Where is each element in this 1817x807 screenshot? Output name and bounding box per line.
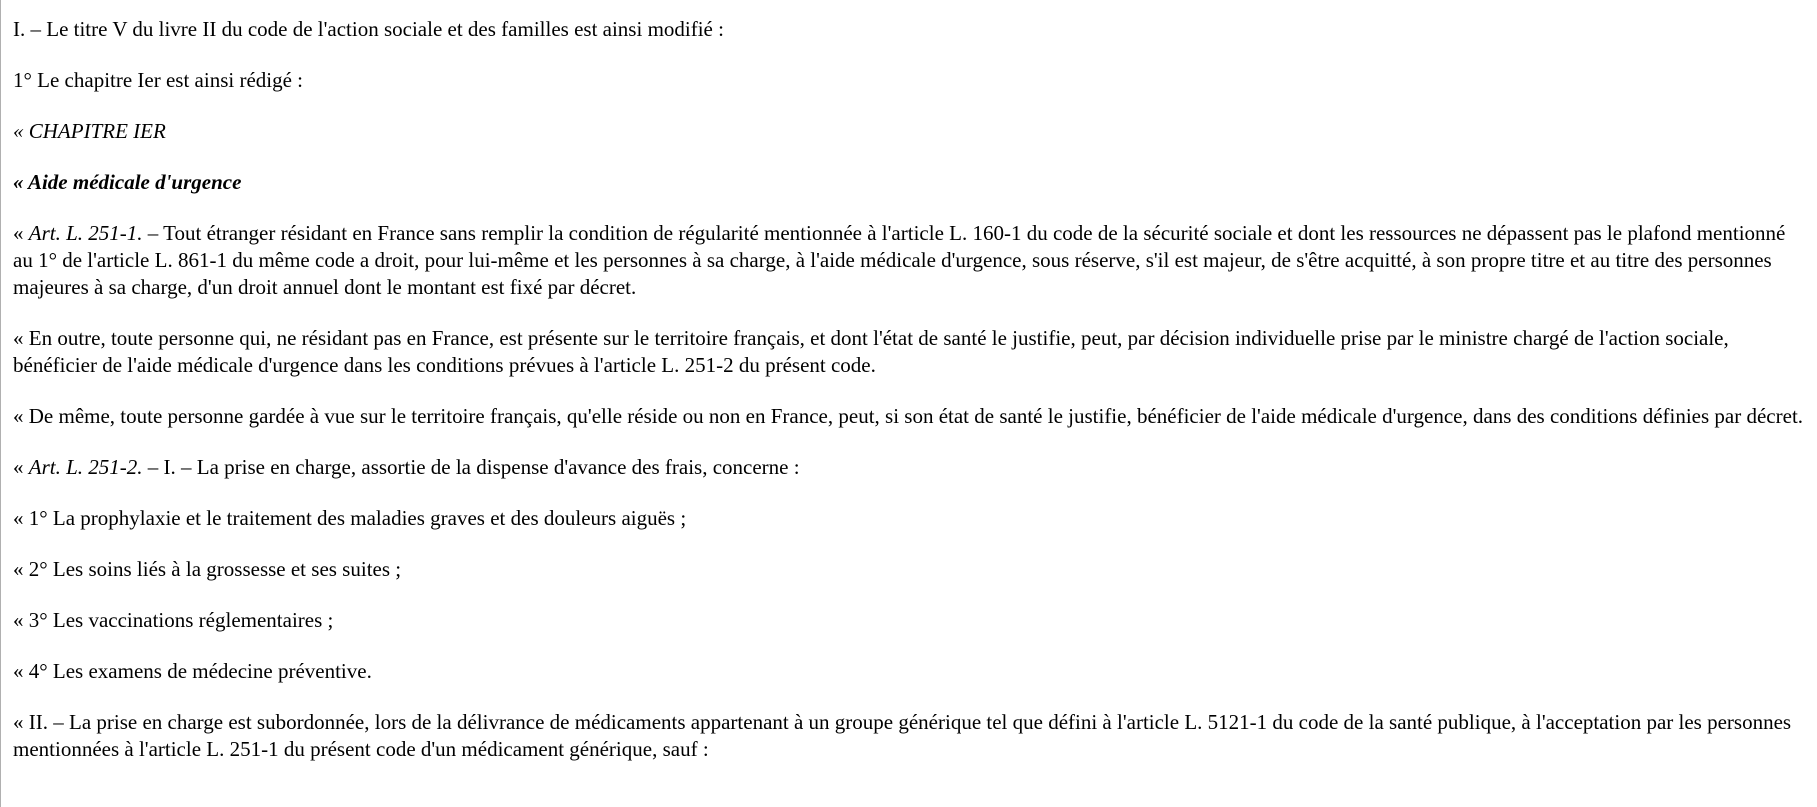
article-text: – I. – La prise en charge, assortie de la dispense d'avance des frais, concerne : xyxy=(142,455,800,479)
quote-mark: « xyxy=(13,455,29,479)
article-l251-2-paragraph xyxy=(13,454,1809,481)
list-item-4: « 4° Les examens de médecine préventive. xyxy=(13,659,372,683)
chapter-title: « Aide médicale d'urgence xyxy=(13,170,242,194)
section-ii-paragraph: « II. – La prise en charge est subordonnée, lors de la délivrance de médicaments appartenant à un groupe générique tel que défini à l'article L. 5121-1 du code de la santé publique, à l'acceptation par les personnes mentionnées à l'article L. 251-1 du présent code d'un médicament générique, sauf : xyxy=(13,710,1792,761)
item-1-paragraph: 1° Le chapitre Ier est ainsi rédigé : xyxy=(13,68,304,92)
chapter-heading: « CHAPITRE IER xyxy=(13,119,166,143)
article-l251-1-paragraph xyxy=(13,220,1809,301)
list-item-2: « 2° Les soins liés à la grossesse et ses suites ; xyxy=(13,557,402,581)
document-body xyxy=(13,16,1809,787)
article-ref: Art. L. 251-2. xyxy=(28,455,143,479)
quote-mark: « xyxy=(13,221,29,245)
intro-paragraph: I. – Le titre V du livre II du code de l'action sociale et des familles est ainsi modifié : xyxy=(13,17,724,41)
de-meme-paragraph: « De même, toute personne gardée à vue sur le territoire français, qu'elle réside ou non en France, peut, si son état de santé le justifie, bénéficier de l'aide médicale d'urgence, dans des conditions définies par décret. xyxy=(13,404,1804,428)
list-item-3: « 3° Les vaccinations réglementaires ; xyxy=(13,608,334,632)
article-text: – Tout étranger résidant en France sans remplir la condition de régularité mentionnée à l'article L. 160-1 du code de la sécurité sociale et dont les ressources ne dépassent pas le plafond mentionné au 1° de l'article L. 861-1 du même code a droit, pour lui-même et les personnes à sa charge, à l'aide médicale d'urgence, sous réserve, s'il est majeur, de s'être acquitté, à son propre titre et au titre des personnes majeures à sa charge, d'un droit annuel dont le montant est fixé par décret. xyxy=(13,221,1786,299)
en-outre-paragraph: « En outre, toute personne qui, ne résidant pas en France, est présente sur le territoire français, et dont l'état de santé le justifie, peut, par décision individuelle prise par le ministre chargé de l'action sociale, bénéficier de l'aide médicale d'urgence dans les conditions prévues à l'article L. 251-2 du présent code. xyxy=(13,326,1729,377)
list-item-1: « 1° La prophylaxie et le traitement des maladies graves et des douleurs aiguës ; xyxy=(13,506,687,530)
article-ref: Art. L. 251-1. xyxy=(28,221,143,245)
